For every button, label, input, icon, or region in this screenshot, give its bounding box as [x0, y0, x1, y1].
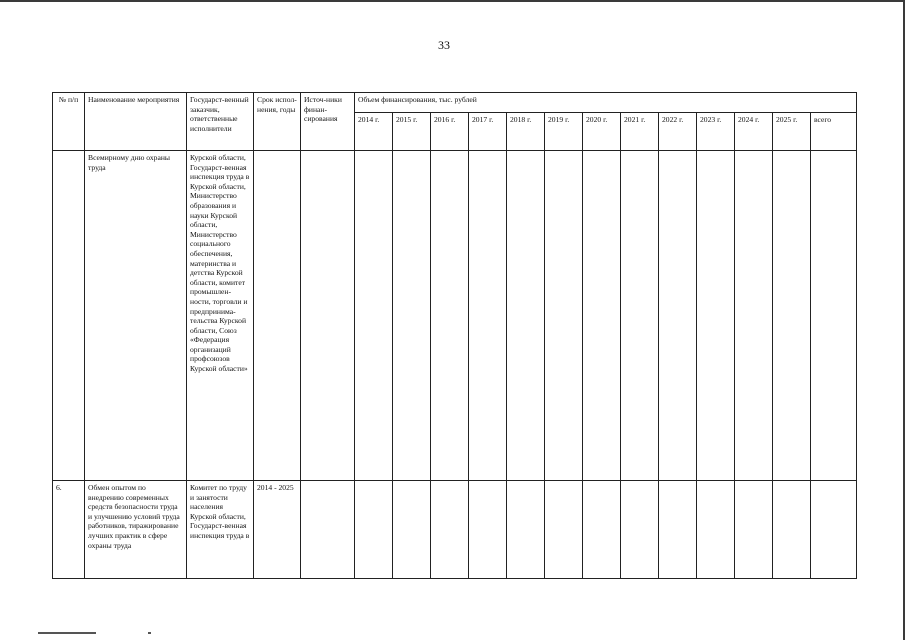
row-value-cell — [545, 481, 583, 579]
year-header: 2019 г. — [545, 113, 583, 151]
page-number: 33 — [438, 38, 450, 52]
row-value-cell — [431, 481, 469, 579]
year-header: 2016 г. — [431, 113, 469, 151]
row-num: 6. — [53, 481, 85, 579]
year-header: 2021 г. — [621, 113, 659, 151]
row-value-cell — [355, 151, 393, 481]
header-name: Наименование мероприятия — [85, 93, 187, 151]
row-value-cell — [583, 151, 621, 481]
row-value-cell — [697, 481, 735, 579]
row-value-cell — [659, 151, 697, 481]
row-value-cell — [469, 151, 507, 481]
row-name: Всемирному дню охраны труда — [85, 151, 187, 481]
row-num — [53, 151, 85, 481]
row-value-cell — [621, 481, 659, 579]
row-term — [254, 151, 301, 481]
funding-table — [52, 92, 857, 579]
row-value-cell — [621, 151, 659, 481]
row-value-cell — [507, 481, 545, 579]
header-row-1 — [53, 93, 857, 113]
row-value-cell — [659, 481, 697, 579]
row-name: Обмен опытом по внедрению современных средств безопасности труда и улучшению условий труда работников, тиражирование лучших практик в сфере охраны труда — [85, 481, 187, 579]
year-header: 2023 г. — [697, 113, 735, 151]
row-customer: Курской области, Государст-венная инспекция труда в Курской области, Министерство образования и науки Курской области, Министерство социального обеспечения, материнства и детства Курской области, комитет промышлен-ности, торговли и предпринима-тельства Курской области, Союз «Федерация организаций профсоюзов Курской области» — [187, 151, 254, 481]
row-customer: Комитет по труду и занятости населения Курской области, Государст-венная инспекция труда в — [187, 481, 254, 579]
row-value-cell — [811, 481, 857, 579]
year-header: 2022 г. — [659, 113, 697, 151]
page-top-edge — [0, 0, 905, 2]
row-sources — [301, 481, 355, 579]
year-header: 2018 г. — [507, 113, 545, 151]
row-value-cell — [355, 481, 393, 579]
header-sources: Источ-ники финан-сирования — [301, 93, 355, 151]
header-num: № п/п — [53, 93, 85, 151]
row-value-cell — [431, 151, 469, 481]
row-value-cell — [811, 151, 857, 481]
row-value-cell — [773, 151, 811, 481]
footer-dot — [148, 632, 151, 634]
year-header: 2025 г. — [773, 113, 811, 151]
header-term: Срок испол-нения, годы — [254, 93, 301, 151]
table-row — [53, 151, 857, 481]
row-value-cell — [393, 481, 431, 579]
row-value-cell — [773, 481, 811, 579]
row-value-cell — [735, 151, 773, 481]
header-funding: Объем финансирования, тыс. рублей — [355, 93, 857, 113]
total-header: всего — [811, 113, 857, 151]
year-header: 2015 г. — [393, 113, 431, 151]
year-header: 2020 г. — [583, 113, 621, 151]
footer-line — [38, 632, 96, 634]
row-value-cell — [393, 151, 431, 481]
row-value-cell — [469, 481, 507, 579]
row-value-cell — [697, 151, 735, 481]
row-value-cell — [507, 151, 545, 481]
table-row — [53, 481, 857, 579]
row-value-cell — [735, 481, 773, 579]
year-header: 2024 г. — [735, 113, 773, 151]
row-value-cell — [545, 151, 583, 481]
row-value-cell — [583, 481, 621, 579]
year-header: 2014 г. — [355, 113, 393, 151]
row-term: 2014 - 2025 — [254, 481, 301, 579]
header-customer: Государст-венный заказчик, ответственные исполнители — [187, 93, 254, 151]
year-header: 2017 г. — [469, 113, 507, 151]
row-sources — [301, 151, 355, 481]
